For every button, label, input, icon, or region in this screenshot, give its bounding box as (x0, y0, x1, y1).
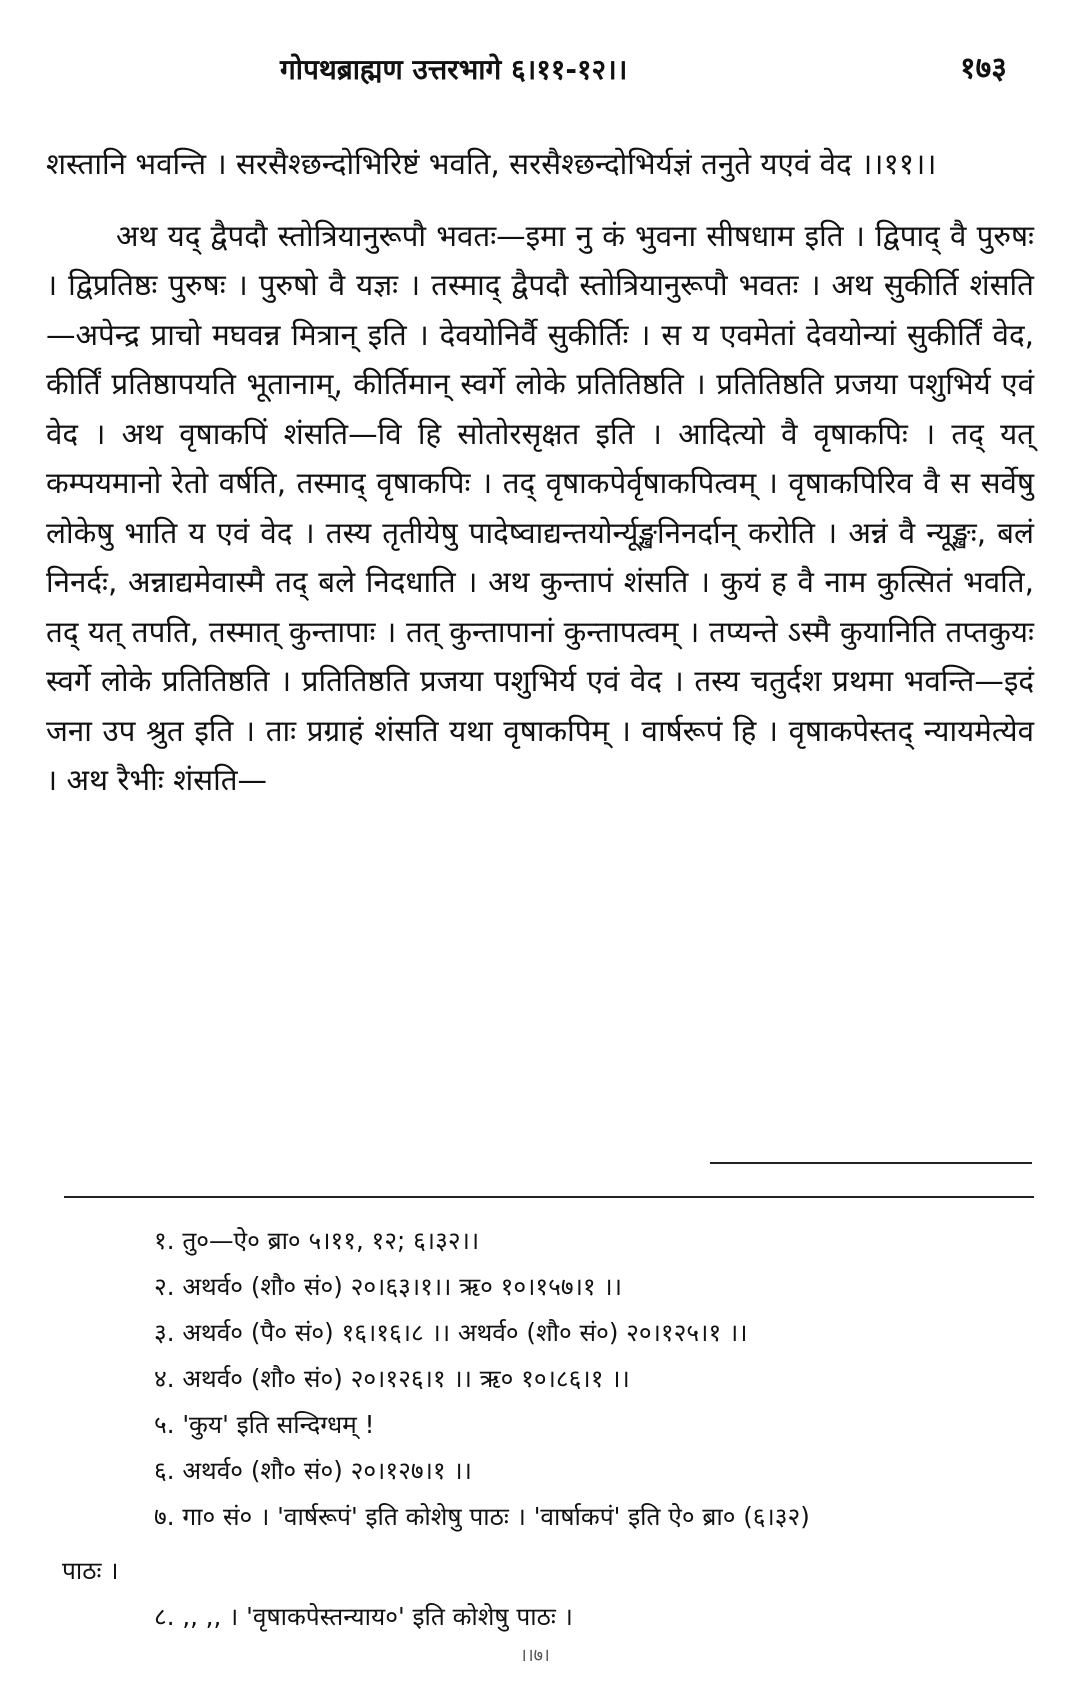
footnote-7-continuation: पाठः । (62, 1556, 119, 1585)
paragraph-1: शस्तानि भवन्ति । सरसैश्छन्दोभिरिष्टं भवति, सरसैश्छन्दोभिर्यज्ञं तनुते यएवं वेद ।।११।। (46, 147, 937, 181)
main-text (46, 140, 1034, 806)
footnote-8: ८. ,, ,, । 'वृषाकपेस्तन्याय०' इति कोशेषु पाठः । (154, 1602, 573, 1631)
stray-mark: ।।७। (520, 1645, 550, 1666)
page-number: १७३ (960, 51, 1007, 86)
footnote-1: १. तु०—ऐ० ब्रा० ५।११, १२; ६।३२।। (154, 1226, 480, 1255)
paragraph-2: अथ यद् द्वैपदौ स्तोत्रियानुरूपौ भवतः—इमा नु कं भुवना सीषधाम इति । द्विपाद् वै पुरुषः । द्विप्रतिष्ठः पुरुषः । पुरुषो वै यज्ञः । तस्माद् द्वैपदौ स्तोत्रियानुरूपौ भवतः । अथ सुकीर्ति शंसति—अपेन्द्र प्राचो मघवन्न मित्रान् इति । देवयोनिर्वै सुकीर्तिः । स य एवमेतां देवयोन्यां सुकीर्तिं वेद, कीर्तिं प्रतिष्ठापयति भूतानाम्, कीर्तिमान् स्वर्गे लोके प्रतितिष्ठति । प्रतितिष्ठति प्रजया पशुभिर्य एवं वेद । अथ वृषाकपिं शंसति—वि हि सोतोरसृक्षत इति । आदित्यो वै वृषाकपिः । तद् यत् कम्पयमानो रेतो वर्षति, तस्माद् वृषाकपिः । तद् वृषाकपेर्वृषाकपित्वम् । वृषाकपिरिव वै स सर्वेषु लोकेषु भाति य एवं वेद । तस्य तृतीयेषु पादेष्वाद्यन्तयोर्न्यूङ्खनिनर्दान् करोति । अन्नं वै न्यूङ्खः, बलं निनर्दः, अन्नाद्यमेवास्मै तद् बले निदधाति । अथ कुन्तापं शंसति । कुयं ह वै नाम कुत्सितं भवति, तद् यत् तपति, तस्मात् कुन्तापाः । तत् कुन्तापानां कुन्तापत्वम् । तप्यन्ते ऽस्मै कुयानिति तप्तकुयः स्वर्गे लोके प्रतितिष्ठति । प्रतितिष्ठति प्रजया पशुभिर्य एवं वेद । तस्य चतुर्दश प्रथमा भवन्ति—इदं जना उप श्रुत इति । ताः प्रग्राहं शंसति यथा वृषाकपिम् । वार्षरूपं हि । वृषाकपेस्तद् न्यायमेत्येव । अथ रैभीः शंसति— (46, 218, 1034, 797)
footnote-4: ४. अथर्व० (शौ० सं०) २०।१२६।१ ।। ऋ० १०।८६।१ ।। (154, 1364, 630, 1393)
running-head: गोपथब्राह्मण उत्तरभागे ६।११-१२।। (280, 53, 628, 86)
footnote-2: २. अथर्व० (शौ० सं०) २०।६३।१।। ऋ० १०।१५७।१ ।। (154, 1272, 623, 1301)
footnote-separator-short (710, 1162, 1032, 1164)
footnote-5: ५. 'कुय' इति सन्दिग्धम् ! (154, 1410, 375, 1439)
footnote-7: ७. गा० सं० । 'वार्षरूपं' इति कोशेषु पाठः । 'वार्षाकपं' इति ऐ० ब्रा० (६।३२) (154, 1502, 810, 1531)
footnote-separator (64, 1196, 1034, 1198)
footnote-3: ३. अथर्व० (पै० सं०) १६।१६।८ ।। अथर्व० (शौ० सं०) २०।१२५।१ ।। (154, 1318, 748, 1347)
footnote-6: ६. अथर्व० (शौ० सं०) २०।१२७।१ ।। (154, 1456, 472, 1485)
page-header (0, 46, 1080, 96)
